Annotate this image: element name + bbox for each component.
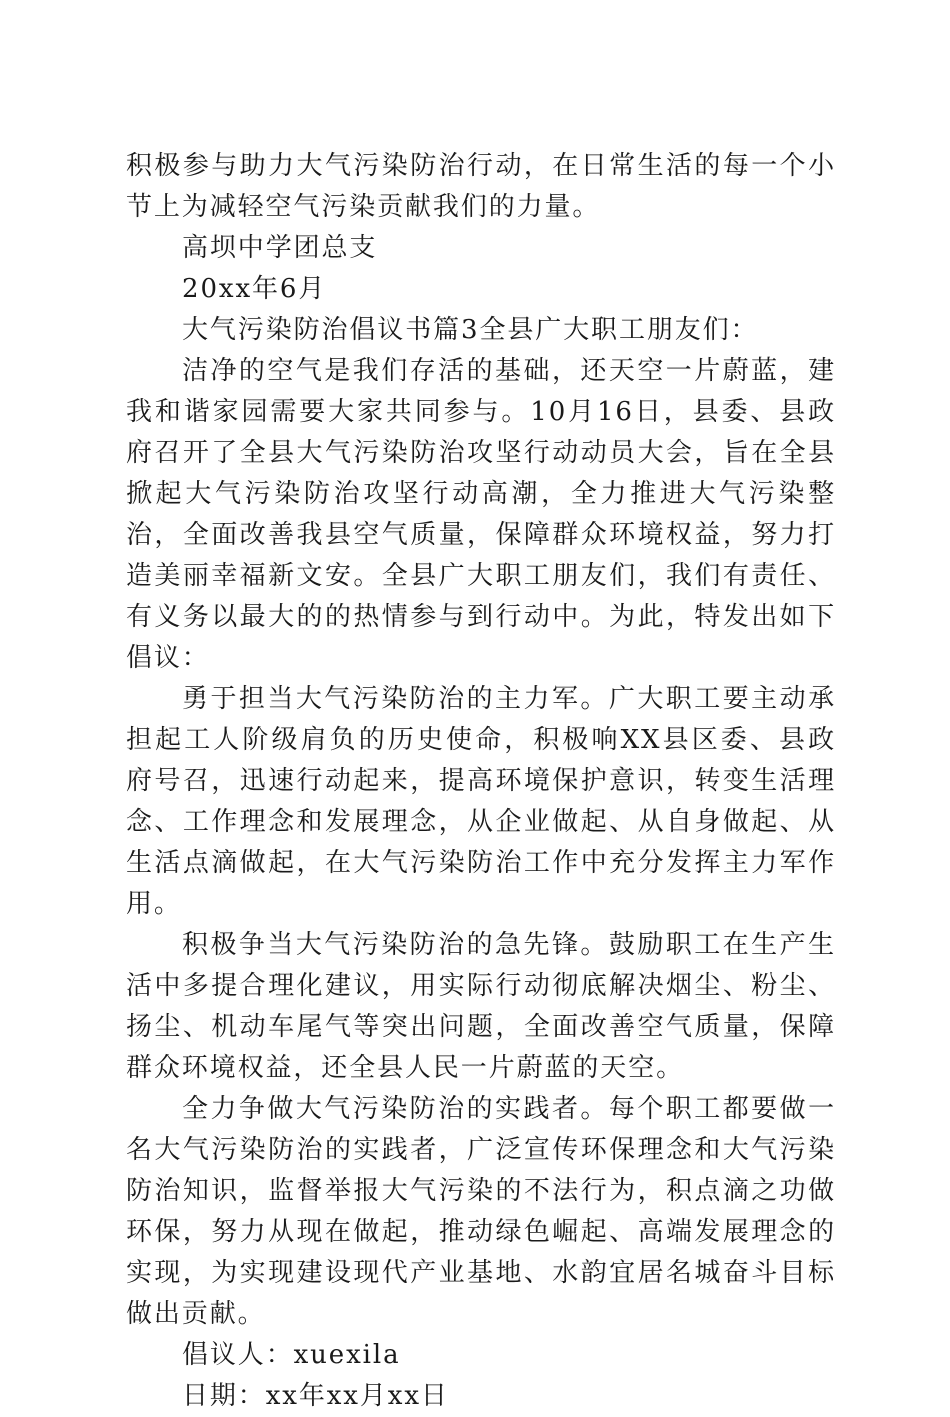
- paragraph-proposal-1: 勇于担当大气污染防治的主力军。广大职工要主动承担起工人阶级肩负的历史使命，积极响XX县区委、县政府号召，迅速行动起来，提高环境保护意识，转变生活理念、工作理念和发展理念，从企业做起、从自身做起、从生活点滴做起，在大气污染防治工作中充分发挥主力军作用。: [126, 684, 836, 919]
- date-line: 日期：xx年xx月xx日: [182, 1381, 449, 1411]
- paragraph-proposal-2: 积极争当大气污染防治的急先锋。鼓励职工在生产生活中多提合理化建议，用实际行动彻底解决烟尘、粉尘、扬尘、机动车尾气等突出问题，全面改善空气质量，保障群众环境权益，还全县人民一片蔚蓝的天空。: [126, 930, 836, 1083]
- initiator-line: 倡议人：xuexila: [182, 1340, 401, 1370]
- document-body: [126, 146, 836, 1417]
- signature-date: 20xx年6月: [182, 274, 327, 304]
- paragraph-intro: 洁净的空气是我们存活的基础，还天空一片蔚蓝，建我和谐家园需要大家共同参与。10月16日，县委、县政府召开了全县大气污染防治攻坚行动动员大会，旨在全县掀起大气污染防治攻坚行动高潮，全力推进大气污染整治，全面改善我县空气质量，保障群众环境权益，努力打造美丽幸福新文安。全县广大职工朋友们，我们有责任、有义务以最大的的热情参与到行动中。为此，特发出如下倡议：: [126, 356, 836, 673]
- signature-organization: 高坝中学团总支: [182, 233, 378, 263]
- paragraph-proposal-3: 全力争做大气污染防治的实践者。每个职工都要做一名大气污染防治的实践者，广泛宣传环保理念和大气污染防治知识，监督举报大气污染的不法行为，积点滴之功做环保，努力从现在做起，推动绿色崛起、高端发展理念的实现，为实现建设现代产业基地、水韵宜居名城奋斗目标做出贡献。: [126, 1094, 836, 1329]
- section-heading-salutation: 大气污染防治倡议书篇3全县广大职工朋友们：: [182, 315, 759, 345]
- paragraph-closing-line: 积极参与助力大气污染防治行动，在日常生活的每一个小节上为减轻空气污染贡献我们的力量。: [126, 151, 836, 222]
